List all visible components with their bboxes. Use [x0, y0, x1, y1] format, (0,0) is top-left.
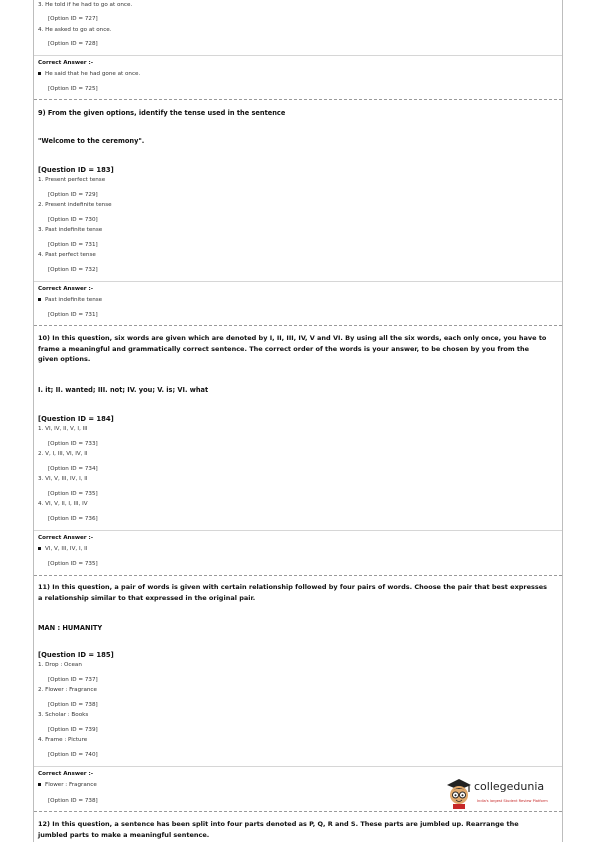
bullet-icon [38, 547, 41, 550]
option-id: [Option ID = 727] [48, 16, 98, 22]
option-id: [Option ID = 738] [48, 798, 98, 804]
option-id: [Option ID = 738] [48, 702, 98, 708]
correct-answer: Past indefinite tense [38, 297, 102, 303]
option-id: [Option ID = 739] [48, 727, 98, 733]
correct-answer-label: Correct Answer :- [38, 60, 94, 66]
correct-answer: Flower : Fragrance [38, 782, 97, 788]
option-2: 2. V, I, III, VI, IV, II [38, 451, 88, 457]
option-id: [Option ID = 730] [48, 217, 98, 223]
option-id: [Option ID = 731] [48, 312, 98, 318]
option-id: [Option ID = 725] [48, 86, 98, 92]
question-9-prompt: "Welcome to the ceremony". [38, 137, 145, 145]
question-id: [Question ID = 184] [38, 415, 114, 423]
logo-name: collegedunia [474, 780, 545, 793]
option-id: [Option ID = 735] [48, 561, 98, 567]
option-id: [Option ID = 733] [48, 441, 98, 447]
collegedunia-logo [444, 777, 562, 811]
option-id: [Option ID = 735] [48, 491, 98, 497]
correct-answer-label: Correct Answer :- [38, 535, 94, 541]
question-11-heading: 11) In this question, a pair of words is given with certain relationship followed by four pairs of words. Choose the pair that best expresses a relationship similar to that expressed in the original pair. [38, 583, 548, 602]
option-id: [Option ID = 740] [48, 752, 98, 758]
option-id: [Option ID = 734] [48, 466, 98, 472]
bullet-icon [38, 72, 41, 75]
logo-tagline: India's largest Student Review Platform [477, 799, 548, 803]
option-id: [Option ID = 728] [48, 41, 98, 47]
option-3: 3. He told if he had to go at once. [38, 2, 133, 8]
option-3: 3. Past indefinite tense [38, 227, 103, 233]
option-id: [Option ID = 736] [48, 516, 98, 522]
correct-answer-label: Correct Answer :- [38, 286, 94, 292]
option-4: 4. He asked to go at once. [38, 27, 112, 33]
option-2: 2. Flower : Fragrance [38, 687, 97, 693]
option-id: [Option ID = 732] [48, 267, 98, 273]
question-9-heading: 9) From the given options, identify the tense used in the sentence [38, 109, 286, 117]
bullet-icon [38, 783, 41, 786]
option-1: 1. VI, IV, II, V, I, III [38, 426, 88, 432]
question-11-prompt: MAN : HUMANITY [38, 624, 103, 632]
option-4: 4. Past perfect tense [38, 252, 96, 258]
option-4: 4. VI, V, II, I, III, IV [38, 501, 88, 507]
question-12-heading: 12) In this question, a sentence has been split into four parts denoted as P, Q, R and S. These parts are jumbled up. Rearrange the jumbled parts to make a meaningful sentence. [38, 820, 519, 839]
option-1: 1. Present perfect tense [38, 177, 106, 183]
question-10-prompt: I. it; II. wanted; III. not; IV. you; V. is; VI. what [38, 386, 209, 394]
correct-answer-label: Correct Answer :- [38, 771, 94, 777]
option-id: [Option ID = 737] [48, 677, 98, 683]
option-4: 4. Frame : Picture [38, 737, 88, 743]
correct-answer: VI, V, III, IV, I, II [38, 546, 87, 552]
question-10-heading: 10) In this question, six words are given which are denoted by I, II, III, IV, V and VI. By using all the six words, each only once, you have to frame a meaningful and grammatically correct sentence. The correct order of the words is your answer, to be chosen by you from the given options. [38, 334, 547, 363]
option-1: 1. Drop : Ocean [38, 662, 82, 668]
question-id: [Question ID = 185] [38, 651, 114, 659]
option-2: 2. Present indefinite tense [38, 202, 112, 208]
option-3: 3. VI, V, III, IV, I, II [38, 476, 88, 482]
question-id: [Question ID = 183] [38, 166, 114, 174]
correct-answer: He said that he had gone at once. [38, 71, 140, 77]
document-page [33, 0, 563, 842]
mascot-icon [444, 777, 474, 809]
option-id: [Option ID = 729] [48, 192, 98, 198]
option-id: [Option ID = 731] [48, 242, 98, 248]
option-3: 3. Scholar : Books [38, 712, 89, 718]
bullet-icon [38, 298, 41, 301]
